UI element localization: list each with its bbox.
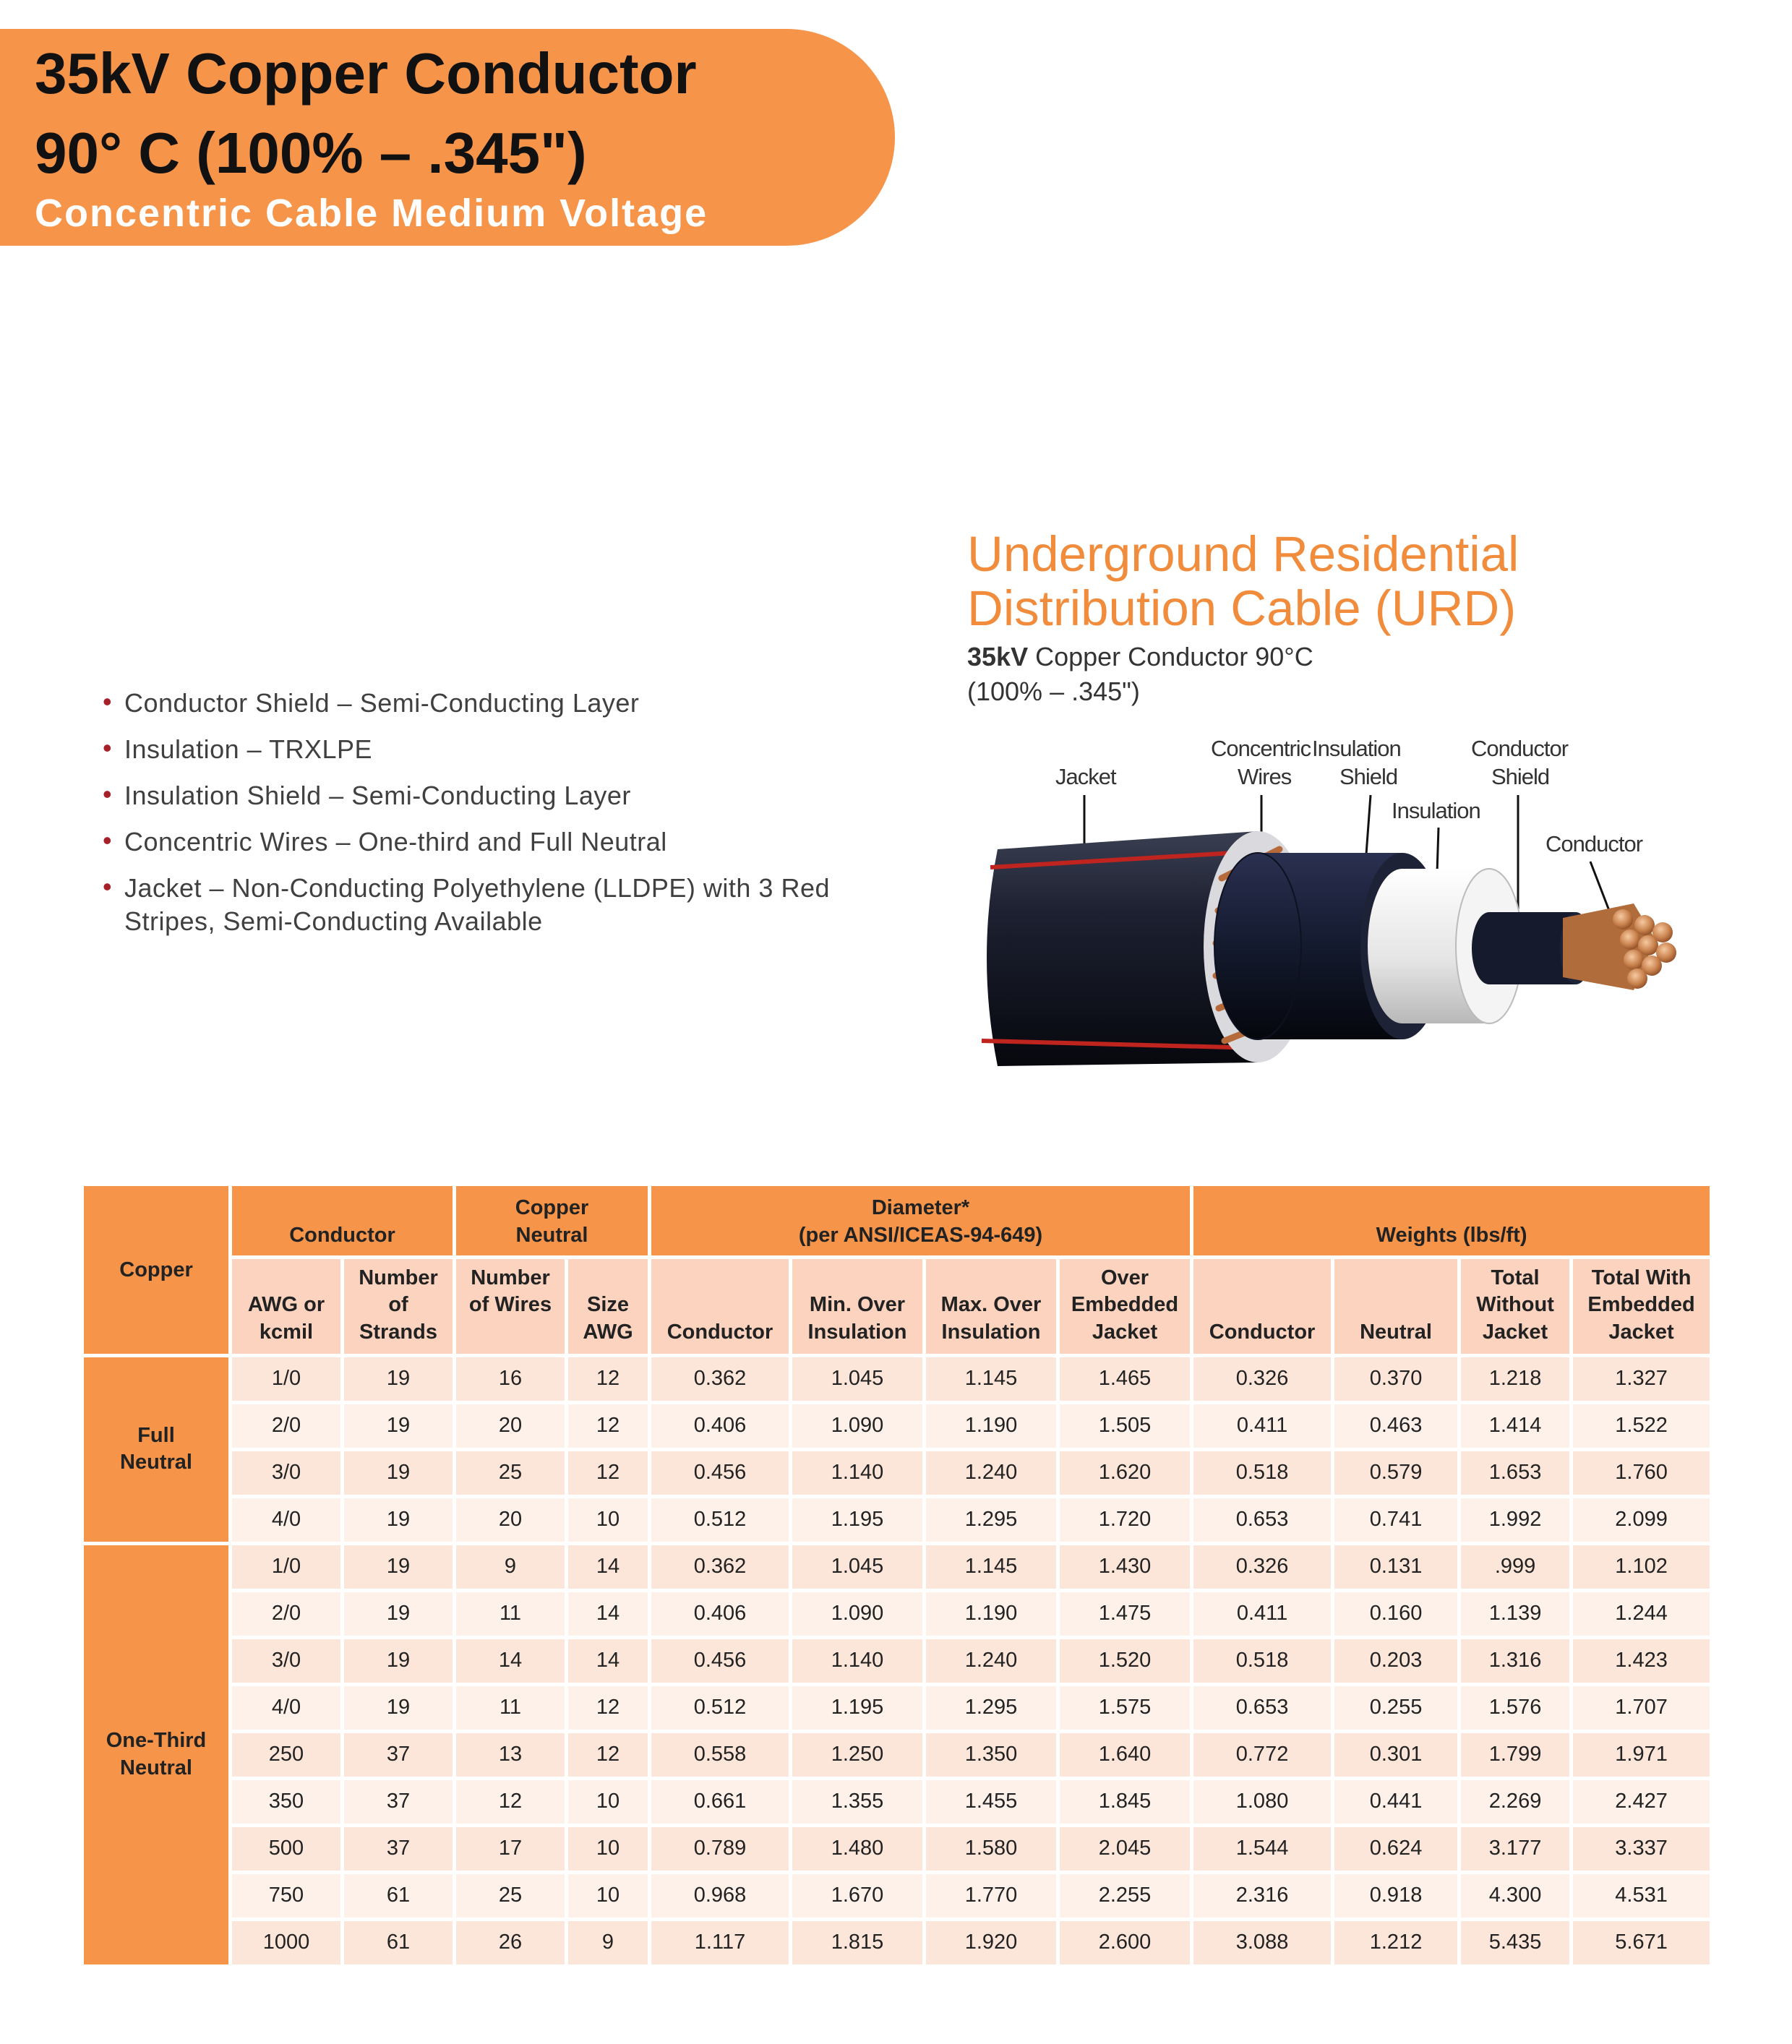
table-cell: 1.920 [926,1921,1056,1964]
table-cell: 0.362 [651,1545,789,1589]
table-row [84,1686,1710,1730]
table-cell: 1.140 [792,1451,922,1495]
spec-table [80,1182,1713,1968]
table-cell: 10 [568,1498,648,1542]
table-cell: 1.640 [1060,1733,1190,1777]
table-cell: 12 [568,1733,648,1777]
table-cell: 1.295 [926,1498,1056,1542]
table-cell: 37 [344,1827,453,1871]
table-cell: 10 [568,1780,648,1824]
subheader-total-without: Total Without Jacket [1461,1259,1569,1354]
table-cell: 5.435 [1461,1921,1569,1964]
table-cell: 1.707 [1573,1686,1710,1730]
table-cell: 1.240 [926,1639,1056,1683]
table-cell: 1.218 [1461,1357,1569,1401]
table-cell: 20 [456,1404,565,1448]
table-cell: 0.255 [1334,1686,1457,1730]
table-cell: 0.362 [651,1357,789,1401]
table-cell: 1.465 [1060,1357,1190,1401]
table-cell: 19 [344,1686,453,1730]
table-cell: 61 [344,1874,453,1918]
table-cell: 750 [232,1874,340,1918]
table-cell: 19 [344,1498,453,1542]
table-cell: 10 [568,1874,648,1918]
label-ins-shield-2: Shield [1339,764,1398,789]
table-cell: 1.145 [926,1545,1056,1589]
table-cell: 14 [568,1639,648,1683]
table-cell: 20 [456,1498,565,1542]
table-cell: 0.441 [1334,1780,1457,1824]
page-title-line1: 35kV Copper Conductor [35,41,697,106]
table-cell: 19 [344,1357,453,1401]
table-cell: 2.269 [1461,1780,1569,1824]
product-subtitle [967,640,1313,709]
table-cell: 2.255 [1060,1874,1190,1918]
table-cell: 1/0 [232,1357,340,1401]
table-cell: 37 [344,1780,453,1824]
subheader-wt-conductor: Conductor [1193,1259,1331,1354]
table-cell: 0.326 [1193,1357,1331,1401]
table-cell: 14 [456,1639,565,1683]
table-cell: 1.295 [926,1686,1056,1730]
subheader-over-jacket: Over Embedded Jacket [1060,1259,1190,1354]
table-cell: 1.117 [651,1921,789,1964]
table-cell: 1.080 [1193,1780,1331,1824]
spec-table-body [84,1357,1710,1964]
table-cell: 1.620 [1060,1451,1190,1495]
conductor-strands [1563,903,1676,990]
header-banner [0,29,895,246]
table-cell: 1.430 [1060,1545,1190,1589]
product-voltage: 35kV [967,642,1029,671]
table-cell: 4/0 [232,1686,340,1730]
table-cell: 1.045 [792,1357,922,1401]
table-row [84,1592,1710,1636]
table-cell: 61 [344,1921,453,1964]
table-cell: 11 [456,1592,565,1636]
table-cell: 1.414 [1461,1404,1569,1448]
table-cell: 0.518 [1193,1451,1331,1495]
table-cell: 12 [568,1404,648,1448]
table-cell: 1.045 [792,1545,922,1589]
table-cell: 1.992 [1461,1498,1569,1542]
feature-list [100,687,866,951]
label-jacket: Jacket [1055,764,1116,789]
table-cell: 1.653 [1461,1451,1569,1495]
subheader-awg: AWG or kcmil [232,1259,340,1354]
table-cell: 4.531 [1573,1874,1710,1918]
table-cell: 1.845 [1060,1780,1190,1824]
subheader-max-insulation: Max. Over Insulation [926,1259,1056,1354]
table-cell: 2.316 [1193,1874,1331,1918]
table-cell: 1.576 [1461,1686,1569,1730]
table-cell: 1.455 [926,1780,1056,1824]
table-cell: 13 [456,1733,565,1777]
label-cond-shield-1: Conductor [1471,736,1569,761]
table-cell: 0.406 [651,1404,789,1448]
table-cell: 1.195 [792,1686,922,1730]
table-cell: 0.463 [1334,1404,1457,1448]
table-cell: 2/0 [232,1592,340,1636]
table-cell: 0.772 [1193,1733,1331,1777]
cable-illustration [940,723,1735,1084]
table-cell: 0.456 [651,1639,789,1683]
table-cell: 0.160 [1334,1592,1457,1636]
table-cell: 1.520 [1060,1639,1190,1683]
table-cell: 1.140 [792,1639,922,1683]
bullet-icon: • [103,687,113,716]
table-cell: 1.190 [926,1592,1056,1636]
bullet-icon: • [103,779,113,809]
feature-item: • Concentric Wires – One-third and Full Neutral [103,825,667,856]
bullet-icon: • [103,872,113,901]
table-cell: 9 [456,1545,565,1589]
table-cell: 3/0 [232,1451,340,1495]
table-cell: 0.661 [651,1780,789,1824]
page-title-line2: 90° C (100% – .345") [35,121,587,185]
table-cell: 19 [344,1545,453,1589]
header-copper-neutral: Copper Neutral [456,1186,648,1255]
table-cell: 1.350 [926,1733,1056,1777]
table-cell: 1.580 [926,1827,1056,1871]
table-cell: 12 [568,1451,648,1495]
table-cell: 2.427 [1573,1780,1710,1824]
table-cell: 4/0 [232,1498,340,1542]
header-conductor: Conductor [232,1186,453,1255]
table-cell: 0.653 [1193,1498,1331,1542]
table-cell: 1.720 [1060,1498,1190,1542]
table-cell: 1.090 [792,1404,922,1448]
table-cell: 1.316 [1461,1639,1569,1683]
table-cell: 1/0 [232,1545,340,1589]
feature-item: • Insulation – TRXLPE [103,733,373,764]
table-cell: 0.741 [1334,1498,1457,1542]
table-cell: 500 [232,1827,340,1871]
table-cell: 1.971 [1573,1733,1710,1777]
table-cell: 0.512 [651,1686,789,1730]
table-cell: 0.411 [1193,1404,1331,1448]
table-cell: 0.624 [1334,1827,1457,1871]
table-cell: 19 [344,1451,453,1495]
table-cell: 1.480 [792,1827,922,1871]
table-cell: 2/0 [232,1404,340,1448]
table-cell: 4.300 [1461,1874,1569,1918]
table-cell: 1.475 [1060,1592,1190,1636]
table-cell: 14 [568,1592,648,1636]
subheader-total-with: Total With Embedded Jacket [1573,1259,1710,1354]
table-cell: 0.968 [651,1874,789,1918]
table-cell: 1.240 [926,1451,1056,1495]
header-copper: Copper [84,1186,228,1354]
table-cell: 0.406 [651,1592,789,1636]
row-group-label: Full Neutral [84,1357,228,1542]
table-row [84,1357,1710,1401]
table-cell: 1.815 [792,1921,922,1964]
product-title-line1: Underground Residential [967,526,1519,582]
table-cell: 1.423 [1573,1639,1710,1683]
row-group-label: One-Third Neutral [84,1545,228,1964]
table-row [84,1639,1710,1683]
label-conductor: Conductor [1546,831,1643,856]
table-cell: 0.203 [1334,1639,1457,1683]
table-cell: 0.131 [1334,1545,1457,1589]
subheader-min-insulation: Min. Over Insulation [792,1259,922,1354]
cable-diagram [940,723,1735,1084]
label-insulation: Insulation [1392,798,1480,823]
table-cell: 1.522 [1573,1404,1710,1448]
table-cell: 0.918 [1334,1874,1457,1918]
table-cell: 250 [232,1733,340,1777]
table-cell: 0.579 [1334,1451,1457,1495]
table-cell: 1.090 [792,1592,922,1636]
feature-item: • Jacket – Non-Conducting Polyethylene (LLDPE) with 3 Red Stripes, Semi-Conducting Available [103,872,830,936]
label-concentric-2: Wires [1238,764,1292,789]
product-title [967,528,1519,635]
table-cell: 1.799 [1461,1733,1569,1777]
table-cell: 1.139 [1461,1592,1569,1636]
table-cell: 1.760 [1573,1451,1710,1495]
subheader-strands: Number of Strands [344,1259,453,1354]
bullet-icon: • [103,733,113,763]
table-cell: 9 [568,1921,648,1964]
table-cell: 1.770 [926,1874,1056,1918]
table-cell: 0.370 [1334,1357,1457,1401]
table-row [84,1545,1710,1589]
table-cell: 1.102 [1573,1545,1710,1589]
table-cell: 0.789 [651,1827,789,1871]
table-cell: 1000 [232,1921,340,1964]
table-cell: 12 [456,1780,565,1824]
table-cell: 1.505 [1060,1404,1190,1448]
feature-item: • Conductor Shield – Semi-Conducting Layer [103,687,640,718]
table-cell: 1.212 [1334,1921,1457,1964]
table-cell: 1.190 [926,1404,1056,1448]
table-cell: 3/0 [232,1639,340,1683]
table-cell: 3.088 [1193,1921,1331,1964]
subheader-diam-conductor: Conductor [651,1259,789,1354]
table-cell: 26 [456,1921,565,1964]
table-cell: .999 [1461,1545,1569,1589]
table-cell: 1.327 [1573,1357,1710,1401]
label-ins-shield-1: Insulation [1312,736,1401,761]
product-title-line2: Distribution Cable (URD) [967,580,1517,636]
table-cell: 0.512 [651,1498,789,1542]
table-cell: 2.045 [1060,1827,1190,1871]
table-cell: 0.411 [1193,1592,1331,1636]
table-row [84,1921,1710,1964]
table-cell: 11 [456,1686,565,1730]
table-cell: 1.195 [792,1498,922,1542]
table-cell: 2.099 [1573,1498,1710,1542]
subheader-wt-neutral: Neutral [1334,1259,1457,1354]
table-cell: 19 [344,1592,453,1636]
table-cell: 1.575 [1060,1686,1190,1730]
label-cond-shield-2: Shield [1491,764,1550,789]
table-cell: 3.177 [1461,1827,1569,1871]
table-cell: 0.558 [651,1733,789,1777]
bullet-icon: • [103,825,113,855]
table-cell: 0.301 [1334,1733,1457,1777]
subheader-size-awg: Size AWG [568,1259,648,1354]
product-spec: Copper Conductor 90°C [1028,642,1313,671]
table-cell: 12 [568,1686,648,1730]
table-cell: 25 [456,1451,565,1495]
table-cell: 1.544 [1193,1827,1331,1871]
product-rating: (100% – .345") [967,677,1140,707]
header-diameter: Diameter* (per ANSI/ICEAS-94-649) [651,1186,1190,1255]
table-cell: 19 [344,1639,453,1683]
table-cell: 25 [456,1874,565,1918]
table-row [84,1780,1710,1824]
table-row [84,1827,1710,1871]
subheader-num-wires: Number of Wires [456,1259,565,1354]
table-cell: 1.670 [792,1874,922,1918]
table-cell: 5.671 [1573,1921,1710,1964]
diagram-labels [1055,736,1643,856]
table-cell: 0.456 [651,1451,789,1495]
table-cell: 37 [344,1733,453,1777]
table-cell: 12 [568,1357,648,1401]
page-subtitle: Concentric Cable Medium Voltage [35,192,708,235]
label-concentric-1: Concentric [1211,736,1311,761]
table-cell: 1.244 [1573,1592,1710,1636]
table-cell: 2.600 [1060,1921,1190,1964]
table-cell: 17 [456,1827,565,1871]
table-cell: 19 [344,1404,453,1448]
table-cell: 350 [232,1780,340,1824]
feature-item: • Insulation Shield – Semi-Conducting Layer [103,779,631,810]
table-cell: 0.326 [1193,1545,1331,1589]
table-cell: 0.653 [1193,1686,1331,1730]
table-cell: 0.518 [1193,1639,1331,1683]
table-cell: 1.355 [792,1780,922,1824]
table-cell: 14 [568,1545,648,1589]
table-cell: 3.337 [1573,1827,1710,1871]
table-cell: 1.145 [926,1357,1056,1401]
table-cell: 16 [456,1357,565,1401]
table-cell: 1.250 [792,1733,922,1777]
table-cell: 10 [568,1827,648,1871]
table-row [84,1404,1710,1448]
table-row [84,1733,1710,1777]
header-weights: Weights (lbs/ft) [1193,1186,1710,1255]
table-row [84,1498,1710,1542]
table-row [84,1451,1710,1495]
table-row [84,1874,1710,1918]
